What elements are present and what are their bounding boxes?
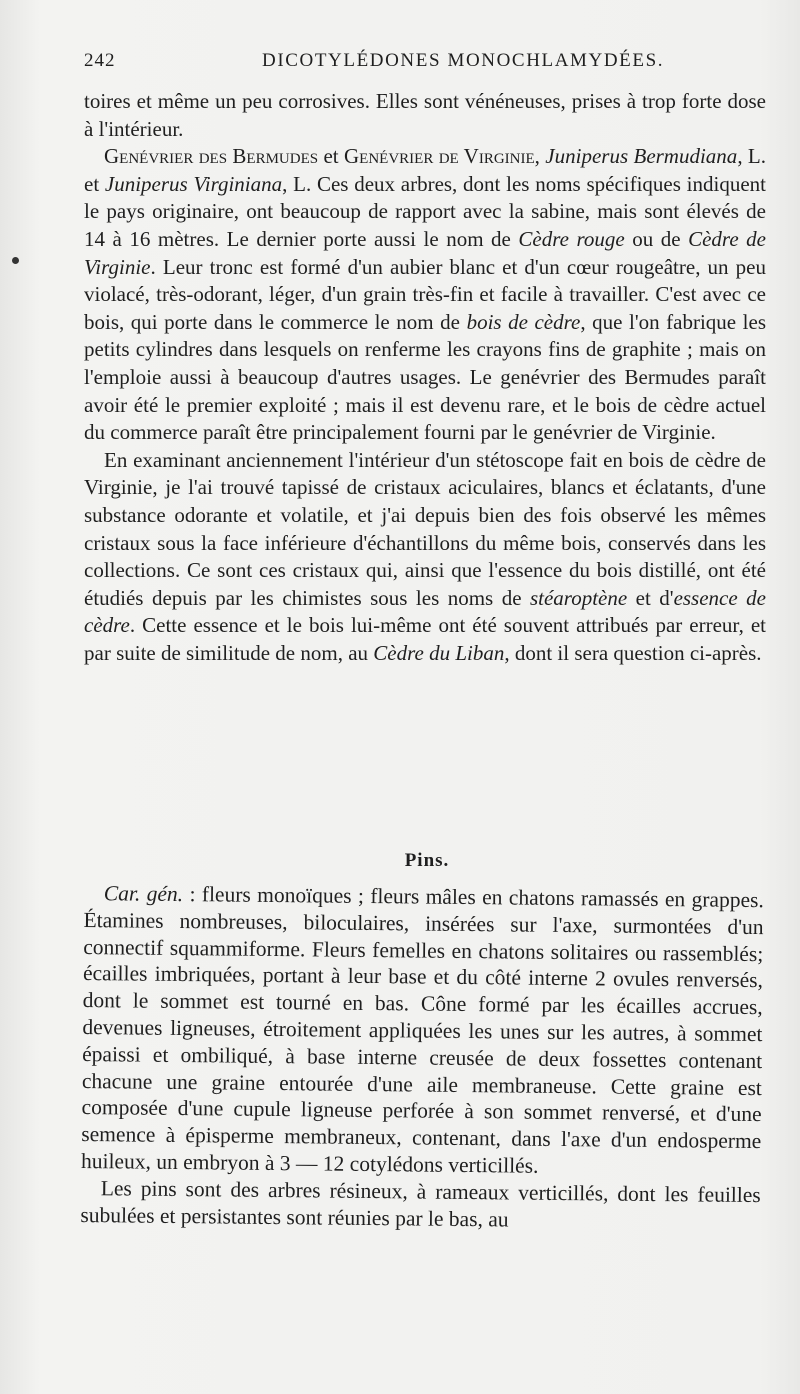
italic-text: Juniperus Bermudiana <box>545 144 738 169</box>
section-heading: Pins. <box>404 850 450 871</box>
body-text-bottom <box>80 880 764 1235</box>
paragraph-stetoscope <box>84 447 766 668</box>
italic-text: Cèdre rouge <box>518 226 625 251</box>
ink-speck <box>12 257 19 264</box>
text-run: ou de <box>624 226 689 251</box>
text-run: et <box>318 144 344 169</box>
page-number: 242 <box>84 50 116 71</box>
italic-text: Juniperus Virginiana <box>104 171 283 196</box>
paragraph-characters <box>81 880 764 1182</box>
italic-text: bois de cèdre <box>466 309 581 334</box>
paragraph-juniperus <box>84 143 766 447</box>
italic-text: essence de cèdre <box>84 585 766 638</box>
paragraph-pins: Les pins sont des arbres résineux, à rameaux verticillés, dont les feuilles subulées et persistantes sont réunies par le bas, au <box>80 1175 761 1232</box>
italic-text: Car. gén. <box>103 881 184 907</box>
text-run: et d' <box>627 585 674 610</box>
text-run: . Leur tronc est formé d'un aubier blanc et d'un cœur rougeâtre, un peu violacé, très-odorant, léger, d'un grain très-fin et facile à travailler. C'est avec ce bois, qui porte dans le commerce le nom de <box>84 254 766 334</box>
text-run: En examinant anciennement l'intérieur d'un stétoscope fait en bois de cèdre de Virginie, je l'ai trouvé tapissé de cristaux aciculaires, blancs et éclatants, d'une substance odorante et volatile, et j'ai depuis bien des fois observé les mêmes cristaux sous la face inférieure d'échantillons du même bois, conservés dans les collections. Ce sont ces cristaux qui, ainsi que l'essence du bois distillé, ont été étudiés depuis par les chimistes sous les noms de <box>84 447 766 610</box>
text-run: : fleurs monoïques ; fleurs mâles en chatons ramassés en grappes. Étamines nombreuses, biloculaires, insérées sur l'axe, surmontées d'un connectif squammiforme. Fleurs femelles en chatons solitaires ou rassemblés; écailles imbriquées, portant à leur base et du côté interne 2 ovules renversés, dont le sommet est tourné en bas. Cône formé par les écailles accrues, devenues ligneuses, étroitement appliquées les unes sur les autres, à sommet épaissi et ombiliqué, à base interne creusée de deux fossettes contenant chacune une graine entourée d'une aile membraneuse. Cette graine est composée d'une cupule ligneuse perforée à son sommet renversé, et d'une semence à épisperme membraneux, contenant, dans l'axe d'un endosperme huileux, un embryon à 3 — 12 cotylédons verticillés. <box>80 882 764 1178</box>
italic-text: Cèdre du Liban <box>373 640 505 665</box>
text-run: , L. Ces deux arbres, dont les noms spécifiques indiquent le pays originaire, ont beaucoup de rapport avec la sabine, mais sont élevés de 14 à 16 mètres. Le dernier porte aussi le nom de <box>84 171 766 251</box>
small-caps-text: Genévrier de Virginie <box>344 144 535 169</box>
text-run: , L. et <box>84 144 767 196</box>
paragraph-continuation: toires et même un peu corrosives. Elles sont vénéneuses, prises à trop forte dose à l'intérieur. <box>84 89 766 141</box>
page-header <box>84 50 770 80</box>
text-run: , dont il sera question ci-après. <box>504 640 762 665</box>
text-run: , <box>534 144 546 169</box>
body-text-top <box>84 88 766 667</box>
text-run: , que l'on fabrique les petits cylindres dans lesquels on renferme les crayons fins de graphite ; mais on l'emploie aussi à beaucoup d'autres usages. Le genévrier des Bermudes paraît avoir été le premier exploité ; mais il est devenu rare, et le bois de cèdre actuel du commerce paraît être principalement fourni par le genévrier de Virginie. <box>84 309 767 445</box>
italic-text: Cèdre de Virginie <box>84 226 766 279</box>
text-run: . Cette essence et le bois lui-même ont été souvent attribués par erreur, et par suite de similitude de nom, au <box>84 613 766 665</box>
italic-text: stéaroptène <box>529 585 628 610</box>
small-caps-text: Genévrier des Bermudes <box>104 144 319 169</box>
running-head: DICOTYLÉDONES MONOCHLAMYDÉES. <box>262 50 665 71</box>
